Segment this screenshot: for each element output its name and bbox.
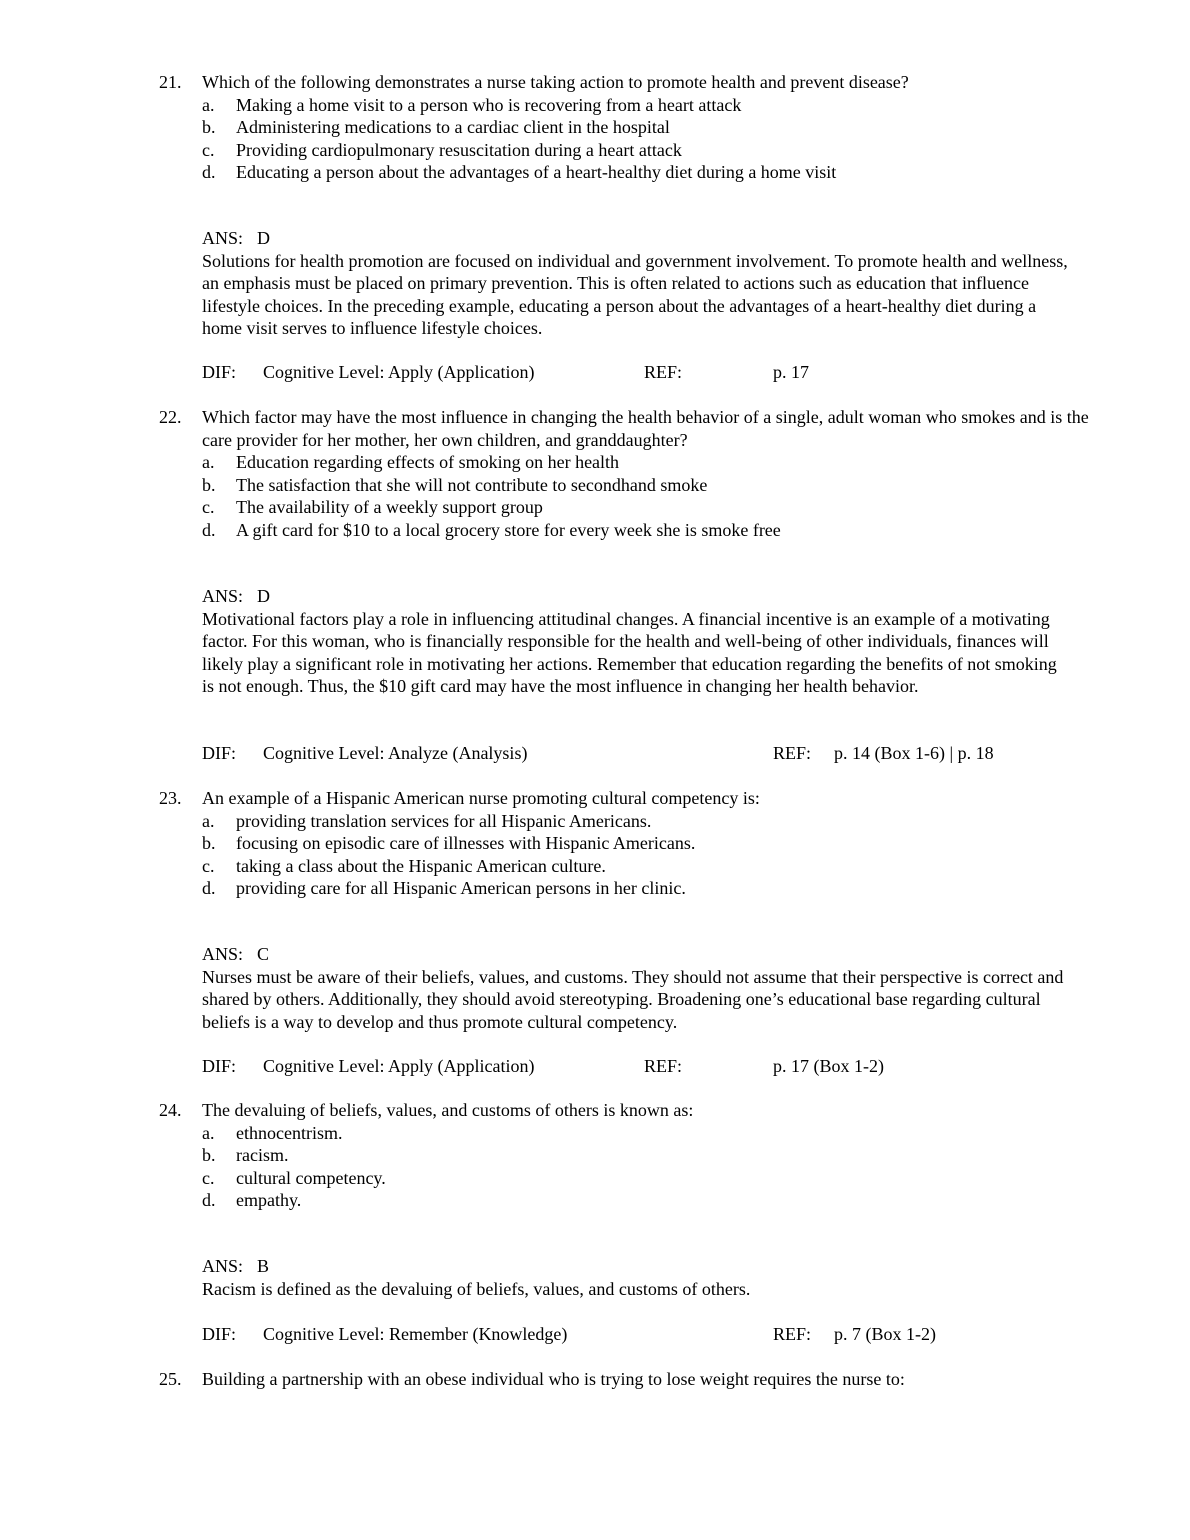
option-text: providing translation services for all Hispanic Americans. — [236, 810, 652, 831]
question-stem: Which factor may have the most influence in changing the health behavior of a single, adult woman who smokes and is the care provider for her mother, her own children, and granddaughter? — [202, 407, 1089, 450]
option-text: The availability of a weekly support group — [236, 497, 543, 517]
option-letter: d. — [202, 162, 216, 182]
option-letter: b. — [202, 833, 216, 853]
difficulty-value: Cognitive Level: Analyze (Analysis) — [263, 743, 528, 763]
answer-line — [202, 943, 269, 966]
difficulty-value: Cognitive Level: Apply (Application) — [263, 362, 535, 382]
question-number: 21. — [159, 72, 182, 92]
option-letter: a. — [202, 452, 215, 472]
difficulty-value: Cognitive Level: Remember (Knowledge) — [263, 1324, 568, 1344]
answer-line — [202, 585, 270, 608]
difficulty-value: Cognitive Level: Apply (Application) — [263, 1056, 535, 1076]
question-number: 23. — [159, 788, 182, 808]
question-stem: The devaluing of beliefs, values, and customs of others is known as: — [202, 1100, 694, 1120]
ref-value: p. 17 — [773, 362, 809, 382]
answer-value: C — [257, 944, 270, 964]
option-letter: a. — [202, 810, 215, 831]
answer-label: ANS: — [202, 1256, 244, 1276]
rationale: Solutions for health promotion are focused on individual and government involvement. To promote health and wellness, an emphasis must be placed on primary prevention. This is often related to actions such as education that influence lifestyle choices. In the preceding example, educating a person about the advantages of a heart-healthy diet during a home visit serves to influence lifestyle choices. — [202, 250, 1068, 338]
rationale: Nurses must be aware of their beliefs, values, and customs. They should not assume that their perspective is correct and shared by others. Additionally, they should avoid stereotyping. Broadening one’s educational base regarding cultural beliefs is a way to develop and thus promote cultural competency. — [202, 966, 1064, 1032]
answer-line — [202, 1255, 269, 1278]
ref-label: REF: — [773, 1324, 812, 1344]
metadata-line — [202, 1323, 1102, 1346]
option-text: cultural competency. — [236, 1167, 386, 1188]
ref-value: p. 14 (Box 1-6) | p. 18 — [834, 743, 994, 763]
option-text: Providing cardiopulmonary resuscitation during a heart attack — [236, 139, 682, 160]
option-text: A gift card for $10 to a local grocery store for every week she is smoke free — [236, 519, 781, 540]
answer-label: ANS: — [202, 228, 244, 248]
ref-label: REF: — [644, 1056, 683, 1076]
dif-label: DIF: — [202, 743, 237, 763]
option-letter: c. — [202, 855, 215, 876]
option-letter: c. — [202, 1167, 215, 1188]
option-text: taking a class about the Hispanic American culture. — [236, 855, 606, 876]
question-stem: Building a partnership with an obese individual who is trying to lose weight requires the nurse to: — [202, 1369, 905, 1389]
ref-label: REF: — [644, 362, 683, 382]
metadata-line — [202, 742, 1102, 765]
answer-label: ANS: — [202, 944, 244, 964]
option-text: providing care for all Hispanic American persons in her clinic. — [236, 878, 686, 898]
option-letter: d. — [202, 878, 216, 898]
option-text: Educating a person about the advantages of a heart-healthy diet during a home visit — [236, 162, 837, 182]
option-letter: a. — [202, 1122, 215, 1143]
option-letter: c. — [202, 139, 215, 160]
dif-label: DIF: — [202, 1324, 237, 1344]
question-number: 22. — [159, 407, 182, 427]
option-text: focusing on episodic care of illnesses with Hispanic Americans. — [236, 833, 696, 853]
option-letter: b. — [202, 1145, 216, 1165]
ref-label: REF: — [773, 743, 812, 763]
dif-label: DIF: — [202, 362, 237, 382]
option-letter: c. — [202, 497, 215, 517]
ref-value: p. 7 (Box 1-2) — [834, 1324, 936, 1344]
answer-value: D — [257, 228, 271, 248]
option-text: racism. — [236, 1145, 289, 1165]
answer-line — [202, 227, 270, 250]
dif-label: DIF: — [202, 1056, 237, 1076]
option-text: Making a home visit to a person who is recovering from a heart attack — [236, 94, 742, 115]
answer-label: ANS: — [202, 586, 244, 606]
option-text: Education regarding effects of smoking on her health — [236, 452, 620, 472]
option-letter: b. — [202, 474, 216, 495]
ref-value: p. 17 (Box 1-2) — [773, 1056, 884, 1076]
option-letter: d. — [202, 519, 216, 540]
rationale: Motivational factors play a role in influencing attitudinal changes. A financial incentive is an example of a motivating factor. For this woman, who is financially responsible for the health and well-being of other individuals, finances will likely play a significant role in motivating her actions. Remember that education regarding the benefits of not smoking is not enough. Thus, the $10 gift card may have the most influence in changing her health behavior. — [202, 608, 1057, 696]
option-letter: a. — [202, 94, 215, 115]
option-letter: d. — [202, 1190, 216, 1210]
question-number: 24. — [159, 1100, 182, 1120]
question-number: 25. — [159, 1369, 182, 1389]
option-text: ethnocentrism. — [236, 1122, 343, 1143]
rationale: Racism is defined as the devaluing of beliefs, values, and customs of others. — [202, 1278, 751, 1299]
metadata-line — [202, 1055, 1102, 1078]
question-stem: Which of the following demonstrates a nurse taking action to promote health and prevent disease? — [202, 72, 909, 92]
answer-value: D — [257, 586, 271, 606]
option-text: The satisfaction that she will not contribute to secondhand smoke — [236, 474, 708, 495]
option-text: Administering medications to a cardiac client in the hospital — [236, 117, 670, 137]
option-text: empathy. — [236, 1190, 302, 1210]
metadata-line — [202, 361, 1102, 384]
answer-value: B — [257, 1256, 270, 1276]
option-letter: b. — [202, 117, 216, 137]
question-stem: An example of a Hispanic American nurse promoting cultural competency is: — [202, 788, 760, 808]
